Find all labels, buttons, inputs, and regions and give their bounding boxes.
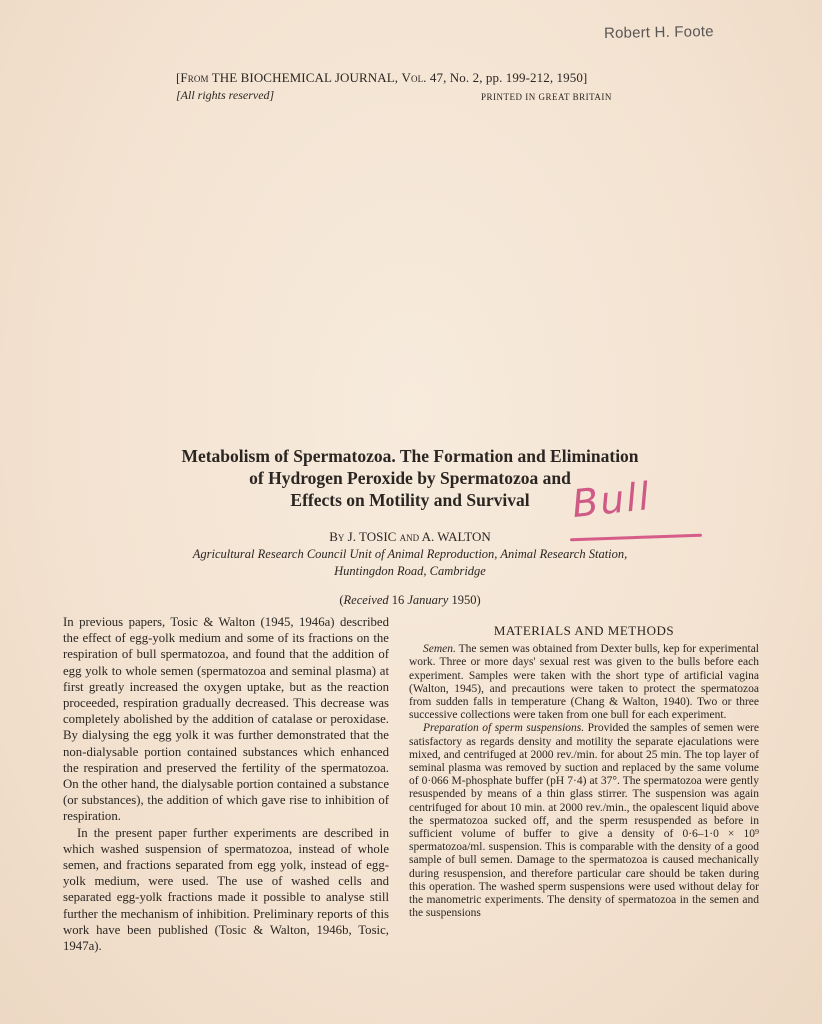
received-open: ( bbox=[339, 593, 344, 607]
journal-source-line bbox=[176, 70, 587, 86]
received-label: Received bbox=[343, 593, 389, 607]
body-paragraph: In the present paper further experiments are described in which washed suspension of spermatozoa, instead of whole semen, and fractions separated from egg yolk, instead of egg-yolk medium, were used. The use of washed cells and separated egg-yolk fractions made it possible to analyse still further the mechanism of inhibition. Preliminary reports of this work have been published (Tosic & Walton, 1946b, Tosic, 1947a). bbox=[63, 825, 389, 954]
source-details: 47, No. 2, pp. 199-212, 1950] bbox=[429, 70, 588, 85]
received-date bbox=[100, 593, 720, 608]
by-label: By bbox=[329, 529, 345, 544]
printed-notice: PRINTED IN GREAT BRITAIN bbox=[481, 92, 612, 102]
paragraph-text: The semen was obtained from Dexter bulls, kep for experimental work. Three or more days' sexual rest was given to the bulls before each experiment. Samples were taken with the short type of artificial vagina (Walton, 1945), and precautions were taken to protect the spermatozoa from sudden falls in temperature (Chang & Walton, 1940). Two or three successive collections were taken from one bull for each experiment. bbox=[409, 643, 759, 722]
body-paragraph: In previous papers, Tosic & Walton (1945, 1946a) described the effect of egg-yolk medium and some of its fractions on the respiration of bull spermatozoa, and found that the addition of egg yolk to whole semen (spermatozoa and seminal plasma) at first greatly increased the oxygen uptake, but as the reaction proceeded, respiration gradually decreased. This decrease was completely abolished by the addition of catalase or peroxidase. By dialysing the egg yolk it was further demonstrated that the non-dialysable portion contained substances which enhanced the respiration and preserved the fertility of the spermatozoa. On the other hand, the dialysable portion contained a substance (or substances), the addition of which gave rise to inhibition of respiration. bbox=[63, 615, 389, 824]
author-line bbox=[100, 529, 720, 545]
source-vol: Vol. bbox=[401, 70, 427, 85]
affiliation-line: Agricultural Research Council Unit of Animal Reproduction, Animal Research Station, bbox=[192, 547, 628, 561]
run-in-heading: Semen. bbox=[423, 643, 456, 656]
source-journal: THE BIOCHEMICAL JOURNAL, bbox=[211, 70, 399, 85]
owner-stamp: Robert H. Foote bbox=[603, 23, 714, 42]
title-line: Effects on Motility and Survival bbox=[290, 490, 530, 510]
body-paragraph bbox=[409, 643, 759, 722]
and-label: and bbox=[399, 529, 420, 544]
author-name: J. TOSIC bbox=[347, 529, 397, 544]
received-month: January bbox=[407, 593, 449, 607]
affiliation bbox=[100, 546, 720, 580]
affiliation-line: Huntingdon Road, Cambridge bbox=[334, 564, 486, 578]
run-in-heading: Preparation of sperm suspensions. bbox=[423, 722, 585, 735]
received-year: 1950) bbox=[448, 593, 481, 607]
section-heading: MATERIALS AND METHODS bbox=[493, 623, 675, 638]
title-line: Metabolism of Spermatozoa. The Formation and Elimination bbox=[181, 446, 639, 466]
body-paragraph bbox=[409, 722, 759, 920]
rights-notice: [All rights reserved] bbox=[176, 88, 275, 102]
handwritten-annotation: Bull bbox=[569, 473, 654, 527]
right-column bbox=[409, 624, 759, 920]
paragraph-text: Provided the samples of semen were satisfactory as regards density and motility the separate ejaculations were mixed, and centrifuged at 2000 rev./min. for about 25 min. The top layer of seminal plasma was removed by suction and replaced by the same volume of 0·066 M-phosphate buffer (pH 7·4) at 37°. The spermatozoa were gently resuspended by means of a thin glass stirrer. The suspension was again centrifuged for about 10 min. at 2000 rev./min., the opalescent liquid above the spermatozoa sucked off, and the sperm resuspended as before in sufficient volume of buffer to give a density of 0·6–1·0 × 10⁹ spermatozoa/ml. suspension. This is comparable with the density of a good sample of bull semen. Damage to the spermatozoa is caused mechanically during resuspension, and therefore particular care should be taken during this operation. The washed sperm suspensions were used without delay for the manometric experiments. The density of spermatozoa in the semen and the suspensions bbox=[409, 722, 759, 920]
received-day: 16 bbox=[388, 593, 408, 607]
title-line: of Hydrogen Peroxide by Spermatozoa and bbox=[249, 468, 571, 488]
left-column bbox=[63, 614, 389, 954]
author-name: A. WALTON bbox=[421, 529, 491, 544]
source-prefix: [From bbox=[176, 70, 209, 85]
